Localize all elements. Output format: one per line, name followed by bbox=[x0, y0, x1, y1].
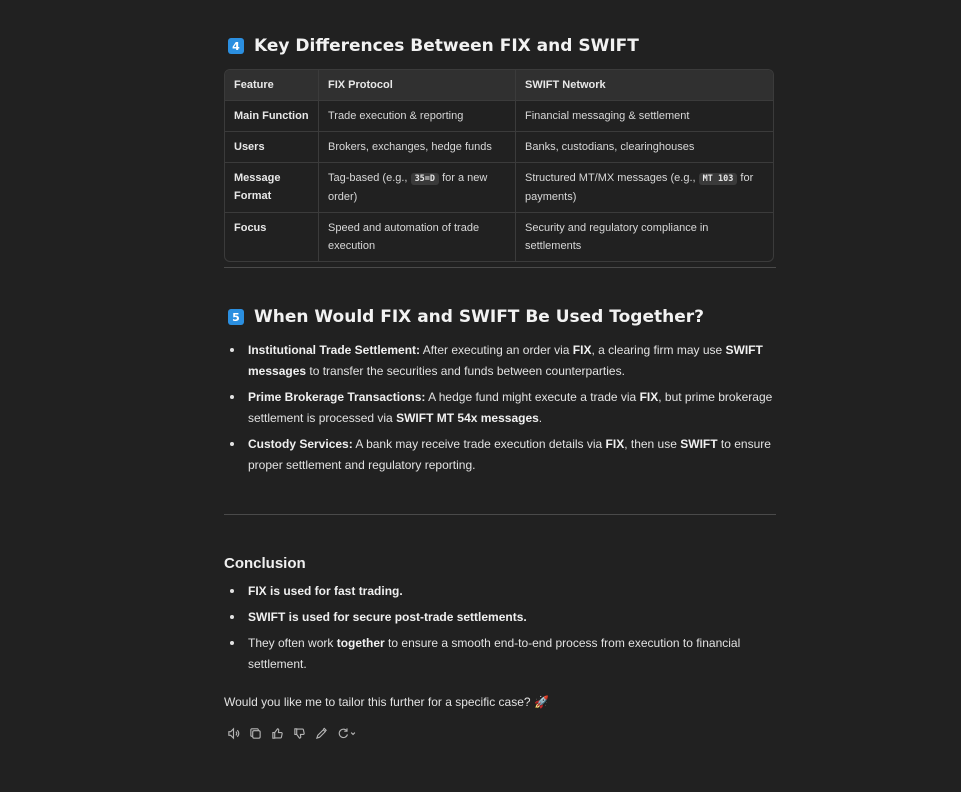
message-actions bbox=[226, 726, 358, 740]
item-bold: FIX bbox=[639, 390, 659, 404]
list-item bbox=[224, 581, 776, 602]
closing-question bbox=[224, 695, 549, 709]
header-fix: FIX Protocol bbox=[319, 70, 516, 101]
cell-text: for payments) bbox=[525, 172, 754, 203]
item-bold: FIX bbox=[605, 437, 625, 451]
conclusion-list bbox=[224, 581, 776, 680]
cell-fix: Speed and automation of trade execution bbox=[319, 213, 516, 261]
cell-fix: Brokers, exchanges, hedge funds bbox=[319, 132, 516, 163]
closing-text: Would you like me to tailor this further for a specific case? bbox=[224, 695, 531, 709]
item-bold: FIX is used for fast trading. bbox=[248, 584, 403, 598]
number-badge-4: 4 bbox=[228, 38, 244, 54]
item-text: They often work bbox=[248, 636, 337, 650]
cell-swift: Banks, custodians, clearinghouses bbox=[516, 132, 773, 163]
code-tag: 35=D bbox=[411, 173, 439, 185]
cell-feature: Focus bbox=[225, 213, 319, 261]
item-text: After executing an order via bbox=[420, 343, 573, 357]
item-text: A bank may receive trade execution details via bbox=[352, 437, 606, 451]
item-text: . bbox=[538, 411, 543, 425]
list-item bbox=[224, 387, 776, 429]
cell-text: for a new order) bbox=[328, 172, 488, 203]
copy-icon[interactable] bbox=[248, 726, 262, 740]
table-header-row bbox=[225, 70, 773, 101]
cell-feature: Users bbox=[225, 132, 319, 163]
regenerate-icon[interactable] bbox=[336, 726, 358, 740]
item-text: , a clearing firm may use bbox=[591, 343, 726, 357]
table-row bbox=[225, 213, 773, 261]
thumbs-down-icon[interactable] bbox=[292, 726, 306, 740]
cell-swift: Financial messaging & settlement bbox=[516, 101, 773, 132]
header-swift: SWIFT Network bbox=[516, 70, 773, 101]
table-row bbox=[225, 132, 773, 163]
divider bbox=[224, 267, 776, 268]
item-text: , but prime brokerage settlement is processed via bbox=[248, 390, 773, 425]
code-tag: MT 103 bbox=[699, 173, 738, 185]
table-row bbox=[225, 163, 773, 213]
item-bold: FIX bbox=[572, 343, 592, 357]
item-bold: together bbox=[336, 636, 385, 650]
item-text: to transfer the securities and funds between counterparties. bbox=[306, 364, 625, 378]
section-5-heading bbox=[228, 307, 704, 327]
use-cases-list bbox=[224, 340, 776, 481]
item-label: Prime Brokerage Transactions: bbox=[248, 390, 426, 404]
header-feature: Feature bbox=[225, 70, 319, 101]
cell-feature: Main Function bbox=[225, 101, 319, 132]
cell-text: Structured MT/MX messages (e.g., bbox=[525, 172, 699, 184]
list-item bbox=[224, 607, 776, 628]
table-row bbox=[225, 101, 773, 132]
cell-text: Tag-based (e.g., bbox=[328, 172, 411, 184]
section-4-title: Key Differences Between FIX and SWIFT bbox=[254, 36, 639, 56]
item-text: to ensure proper settlement and regulatory reporting. bbox=[248, 437, 771, 472]
number-badge-5: 5 bbox=[228, 309, 244, 325]
edit-icon[interactable] bbox=[314, 726, 328, 740]
cell-swift bbox=[516, 163, 773, 213]
read-aloud-icon[interactable] bbox=[226, 726, 240, 740]
item-bold: SWIFT messages bbox=[248, 343, 763, 378]
cell-feature: Message Format bbox=[225, 163, 319, 213]
item-bold: SWIFT is used for secure post-trade settlements. bbox=[248, 610, 527, 624]
list-item bbox=[224, 340, 776, 382]
item-bold: SWIFT bbox=[680, 437, 718, 451]
item-bold: SWIFT MT 54x messages bbox=[396, 411, 539, 425]
section-4-heading bbox=[228, 36, 639, 56]
divider bbox=[224, 514, 776, 515]
list-item bbox=[224, 633, 776, 675]
item-text: , then use bbox=[624, 437, 681, 451]
thumbs-up-icon[interactable] bbox=[270, 726, 284, 740]
cell-swift: Security and regulatory compliance in settlements bbox=[525, 222, 709, 252]
list-item bbox=[224, 434, 776, 476]
cell-fix: Trade execution & reporting bbox=[319, 101, 516, 132]
item-text: A hedge fund might execute a trade via bbox=[425, 390, 640, 404]
rocket-icon: 🚀 bbox=[533, 695, 549, 709]
item-text: to ensure a smooth end-to-end process from execution to financial settlement. bbox=[248, 636, 741, 671]
item-label: Institutional Trade Settlement: bbox=[248, 343, 421, 357]
cell-fix bbox=[319, 163, 516, 213]
section-5-title: When Would FIX and SWIFT Be Used Together? bbox=[254, 307, 704, 327]
item-label: Custody Services: bbox=[248, 437, 353, 451]
comparison-table bbox=[224, 69, 774, 262]
conclusion-heading: Conclusion bbox=[224, 555, 306, 572]
